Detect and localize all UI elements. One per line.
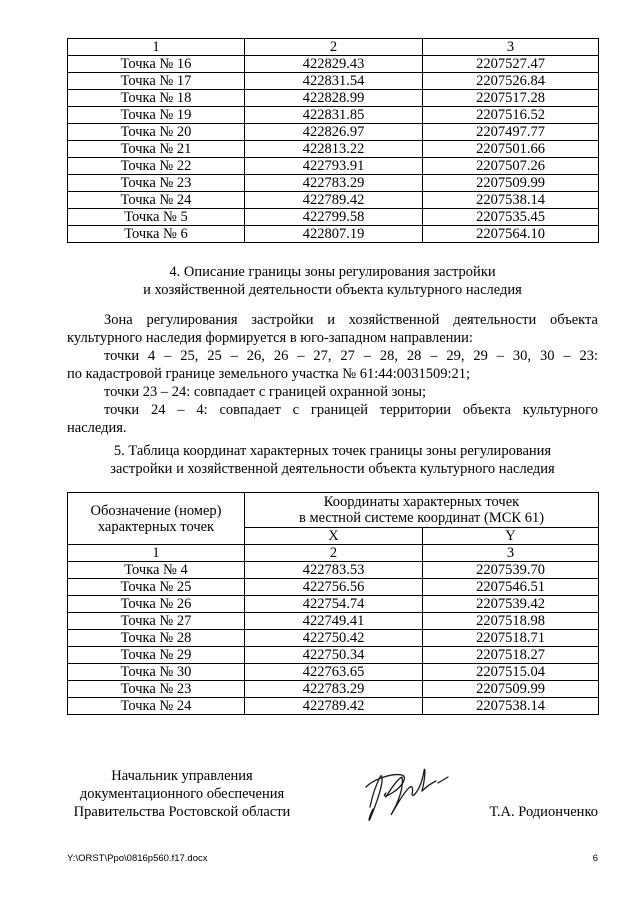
heading-line: застройки и хозяйственной деятельности объекта культурного наследия: [110, 461, 555, 477]
point-name-cell: Точка № 30: [68, 664, 245, 681]
y-coordinate-cell: 2207507.26: [423, 158, 599, 175]
point-designation-header: [68, 493, 245, 545]
y-coordinate-cell: 2207539.42: [423, 596, 599, 613]
point-name-cell: Точка № 17: [68, 73, 245, 90]
table-row: [68, 698, 599, 715]
x-coordinate-cell: 422807.19: [245, 226, 423, 243]
y-coordinate-cell: 2207509.99: [423, 681, 599, 698]
table-header-row: [68, 39, 599, 56]
table-numbering-row: [68, 545, 599, 562]
y-coordinate-cell: 2207518.71: [423, 630, 599, 647]
y-coordinate-cell: 2207527.47: [423, 56, 599, 73]
table-row: [68, 647, 599, 664]
y-coordinate-cell: 2207564.10: [423, 226, 599, 243]
x-coordinate-cell: 422829.43: [245, 56, 423, 73]
point-name-cell: Точка № 24: [68, 192, 245, 209]
x-coordinate-cell: 422831.54: [245, 73, 423, 90]
column-number-cell: 3: [423, 545, 599, 562]
point-name-cell: Точка № 6: [68, 226, 245, 243]
section-4-heading: [67, 263, 598, 299]
x-coordinate-cell: 422783.53: [245, 562, 423, 579]
coordinates-table: [67, 492, 599, 715]
y-coordinate-cell: 2207518.27: [423, 647, 599, 664]
heading-line: и хозяйственной деятельности объекта культурного наследия: [143, 282, 522, 298]
paragraph-line: точки 24 – 4: совпадает с границей территории объекта культурного: [104, 402, 598, 418]
page-number: 6: [592, 853, 598, 864]
table-row: [68, 209, 599, 226]
column-number-cell: 2: [245, 39, 423, 56]
point-name-cell: Точка № 24: [68, 698, 245, 715]
x-coordinate-cell: 422783.29: [245, 681, 423, 698]
column-number-cell: 1: [68, 545, 245, 562]
x-coordinate-cell: 422828.99: [245, 90, 423, 107]
heading-line: 5. Таблица координат характерных точек границы зоны регулирования: [113, 443, 552, 459]
point-name-cell: Точка № 29: [68, 647, 245, 664]
y-coordinate-cell: 2207509.99: [423, 175, 599, 192]
point-name-cell: Точка № 5: [68, 209, 245, 226]
signatory-title: [67, 767, 297, 821]
y-coordinate-cell: 2207526.84: [423, 73, 599, 90]
signatory-title-line: документационного обеспечения: [79, 786, 285, 802]
signatory-title-line: Начальник управления: [111, 768, 253, 784]
point-name-cell: Точка № 26: [68, 596, 245, 613]
table-row: [68, 141, 599, 158]
point-name-cell: Точка № 16: [68, 56, 245, 73]
signatory-name: Т.А. Родионченко: [489, 804, 598, 820]
table-row: [68, 579, 599, 596]
x-coordinate-cell: 422756.56: [245, 579, 423, 596]
table-row: [68, 73, 599, 90]
table-header-row: [68, 493, 599, 528]
table-row: [68, 90, 599, 107]
y-header: Y: [423, 528, 599, 545]
x-header: X: [245, 528, 423, 545]
table-row: [68, 664, 599, 681]
point-name-cell: Точка № 27: [68, 613, 245, 630]
x-coordinate-cell: 422789.42: [245, 698, 423, 715]
point-name-cell: Точка № 21: [68, 141, 245, 158]
table-row: [68, 175, 599, 192]
y-coordinate-cell: 2207517.28: [423, 90, 599, 107]
point-name-cell: Точка № 19: [68, 107, 245, 124]
paragraph-line: Зона регулирования застройки и хозяйственной деятельности объекта: [104, 312, 598, 328]
y-coordinate-cell: 2207539.70: [423, 562, 599, 579]
x-coordinate-cell: 422763.65: [245, 664, 423, 681]
table-row: [68, 226, 599, 243]
y-coordinate-cell: 2207546.51: [423, 579, 599, 596]
table-row: [68, 158, 599, 175]
table-row: [68, 124, 599, 141]
paragraph-line: по кадастровой границе земельного участка № 61:44:0031509:21;: [67, 366, 471, 382]
paragraph-line: наследия.: [67, 420, 127, 436]
section-5-heading: [67, 442, 598, 478]
header-line: Координаты характерных точек: [323, 494, 520, 510]
x-coordinate-cell: 422799.58: [245, 209, 423, 226]
x-coordinate-cell: 422754.74: [245, 596, 423, 613]
coordinates-header: [245, 493, 599, 528]
y-coordinate-cell: 2207516.52: [423, 107, 599, 124]
table-row: [68, 613, 599, 630]
signatory-title-line: Правительства Ростовской области: [73, 804, 291, 820]
paragraph-line: точки 4 – 25, 25 – 26, 26 – 27, 27 – 28, 28 – 29, 29 – 30, 30 – 23:: [104, 348, 598, 364]
table-row: [68, 630, 599, 647]
x-coordinate-cell: 422750.34: [245, 647, 423, 664]
column-number-cell: 1: [68, 39, 245, 56]
table-row: [68, 192, 599, 209]
x-coordinate-cell: 422789.42: [245, 192, 423, 209]
coordinates-table-continued: [67, 38, 599, 243]
handwritten-signature-icon: [352, 757, 452, 829]
point-name-cell: Точка № 23: [68, 681, 245, 698]
heading-line: 4. Описание границы зоны регулирования застройки: [169, 264, 496, 280]
x-coordinate-cell: 422793.91: [245, 158, 423, 175]
table-row: [68, 56, 599, 73]
paragraph-line: точки 23 – 24: совпадает с границей охранной зоны;: [104, 384, 427, 400]
x-coordinate-cell: 422749.41: [245, 613, 423, 630]
point-name-cell: Точка № 25: [68, 579, 245, 596]
x-coordinate-cell: 422826.97: [245, 124, 423, 141]
y-coordinate-cell: 2207515.04: [423, 664, 599, 681]
y-coordinate-cell: 2207535.45: [423, 209, 599, 226]
point-name-cell: Точка № 28: [68, 630, 245, 647]
x-coordinate-cell: 422831.85: [245, 107, 423, 124]
table-row: [68, 596, 599, 613]
point-name-cell: Точка № 22: [68, 158, 245, 175]
x-coordinate-cell: 422813.22: [245, 141, 423, 158]
point-name-cell: Точка № 4: [68, 562, 245, 579]
point-name-cell: Точка № 23: [68, 175, 245, 192]
y-coordinate-cell: 2207538.14: [423, 192, 599, 209]
point-name-cell: Точка № 18: [68, 90, 245, 107]
table-row: [68, 107, 599, 124]
file-path: Y:\ORST\Ppo\0816p560.f17.docx: [67, 853, 208, 864]
x-coordinate-cell: 422750.42: [245, 630, 423, 647]
header-line: характерных точек: [97, 518, 215, 535]
paragraph-line: культурного наследия формируется в юго-западном направлении:: [67, 330, 473, 346]
header-line: Обозначение (номер): [90, 502, 222, 519]
y-coordinate-cell: 2207497.77: [423, 124, 599, 141]
y-coordinate-cell: 2207538.14: [423, 698, 599, 715]
y-coordinate-cell: 2207518.98: [423, 613, 599, 630]
table-row: [68, 562, 599, 579]
header-line: в местной системе координат (МСК 61): [298, 510, 545, 526]
section-4-body: [67, 311, 598, 437]
point-name-cell: Точка № 20: [68, 124, 245, 141]
y-coordinate-cell: 2207501.66: [423, 141, 599, 158]
column-number-cell: 2: [245, 545, 423, 562]
column-number-cell: 3: [423, 39, 599, 56]
x-coordinate-cell: 422783.29: [245, 175, 423, 192]
table-row: [68, 681, 599, 698]
